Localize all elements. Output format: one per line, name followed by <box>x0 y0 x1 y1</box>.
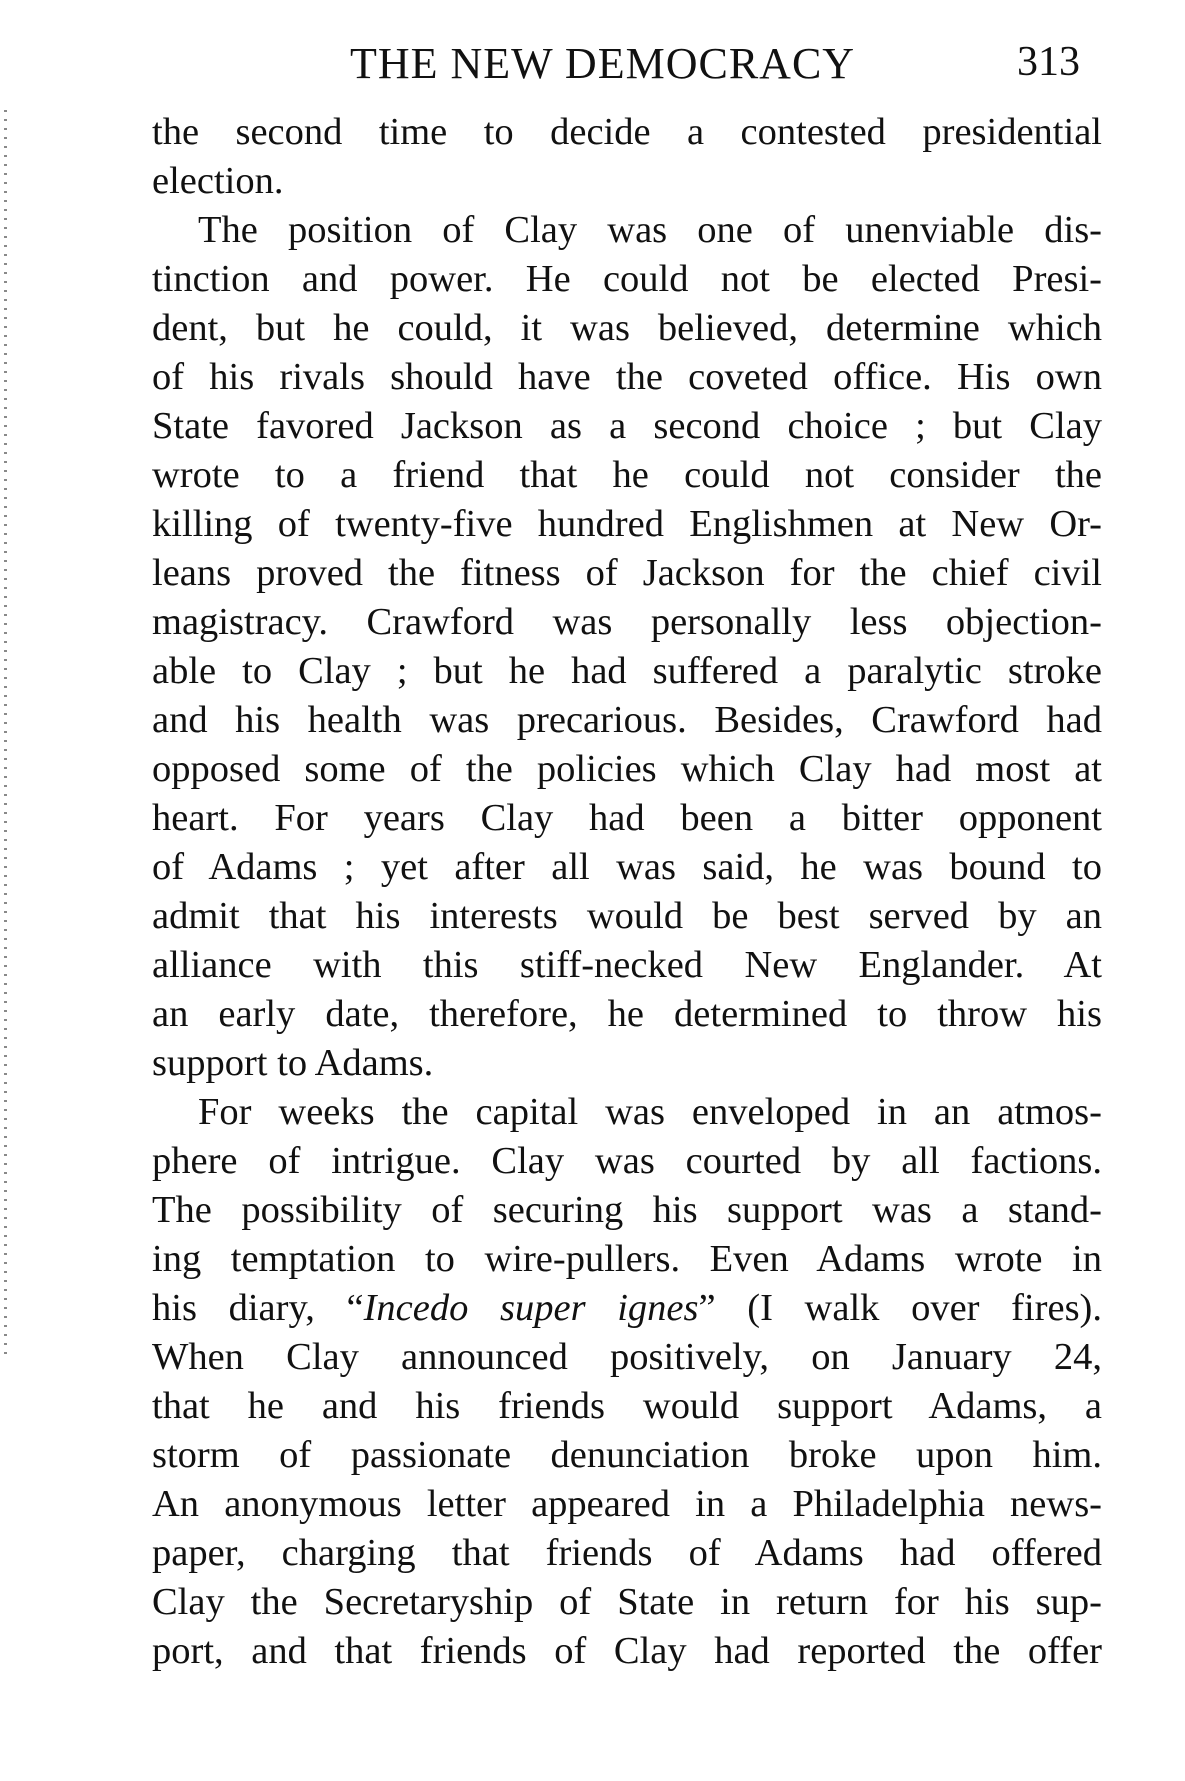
text-line: and his health was precarious. Besides, Crawford had <box>152 699 1102 741</box>
page-header <box>150 38 1110 88</box>
text-line: magistracy. Crawford was personally less objection- <box>152 601 1102 643</box>
text-line: Clay the Secretaryship of State in return for his sup- <box>152 1581 1102 1623</box>
text-line: For weeks the capital was enveloped in an atmos- <box>198 1091 1102 1133</box>
text-line: the second time to decide a contested presidential <box>152 111 1102 153</box>
text-line: paper, charging that friends of Adams had offered <box>152 1532 1102 1574</box>
text-line: heart. For years Clay had been a bitter opponent <box>152 797 1102 839</box>
page-number: 313 <box>1017 39 1080 85</box>
text-line: phere of intrigue. Clay was courted by all factions. <box>152 1140 1102 1182</box>
text-line: When Clay announced positively, on January 24, <box>152 1336 1102 1378</box>
text-line: killing of twenty-five hundred Englishmen at New Or- <box>152 503 1102 545</box>
text-line: storm of passionate denunciation broke upon him. <box>152 1434 1102 1476</box>
text-line: port, and that friends of Clay had reported the offer <box>152 1630 1102 1672</box>
text-line: alliance with this stiff-necked New Englander. At <box>152 944 1102 986</box>
scan-gutter-shadow <box>4 110 7 1360</box>
text-line: An anonymous letter appeared in a Philadelphia news- <box>152 1483 1102 1525</box>
text-line: opposed some of the policies which Clay had most at <box>152 748 1102 790</box>
text-line-with-italic <box>152 1284 1102 1333</box>
body-text <box>152 108 1102 1676</box>
text-line: admit that his interests would be best served by an <box>152 895 1102 937</box>
text-line: The position of Clay was one of unenviable dis- <box>198 209 1102 251</box>
text-line: support to Adams. <box>152 1042 434 1084</box>
text-line: able to Clay ; but he had suffered a paralytic stroke <box>152 650 1102 692</box>
text-line: dent, but he could, it was believed, determine which <box>152 307 1102 349</box>
text-line: The possibility of securing his support was a stand- <box>152 1189 1102 1231</box>
text-line: an early date, therefore, he determined to throw his <box>152 993 1102 1035</box>
text-line: of Adams ; yet after all was said, he was bound to <box>152 846 1102 888</box>
running-title: THE NEW DEMOCRACY <box>350 39 856 88</box>
text-line: leans proved the fitness of Jackson for the chief civil <box>152 552 1102 594</box>
text-fragment: his diary, “ <box>152 1287 364 1329</box>
text-line: State favored Jackson as a second choice ; but Clay <box>152 405 1102 447</box>
text-fragment: ” (I walk over fires). <box>698 1287 1102 1329</box>
text-line: of his rivals should have the coveted office. His own <box>152 356 1102 398</box>
text-line: ing temptation to wire-pullers. Even Adams wrote in <box>152 1238 1102 1280</box>
text-line: tinction and power. He could not be elected Presi- <box>152 258 1102 300</box>
text-line: wrote to a friend that he could not consider the <box>152 454 1102 496</box>
text-line: that he and his friends would support Adams, a <box>152 1385 1102 1427</box>
text-line: election. <box>152 160 284 202</box>
italic-quote: Incedo super ignes <box>363 1287 699 1329</box>
